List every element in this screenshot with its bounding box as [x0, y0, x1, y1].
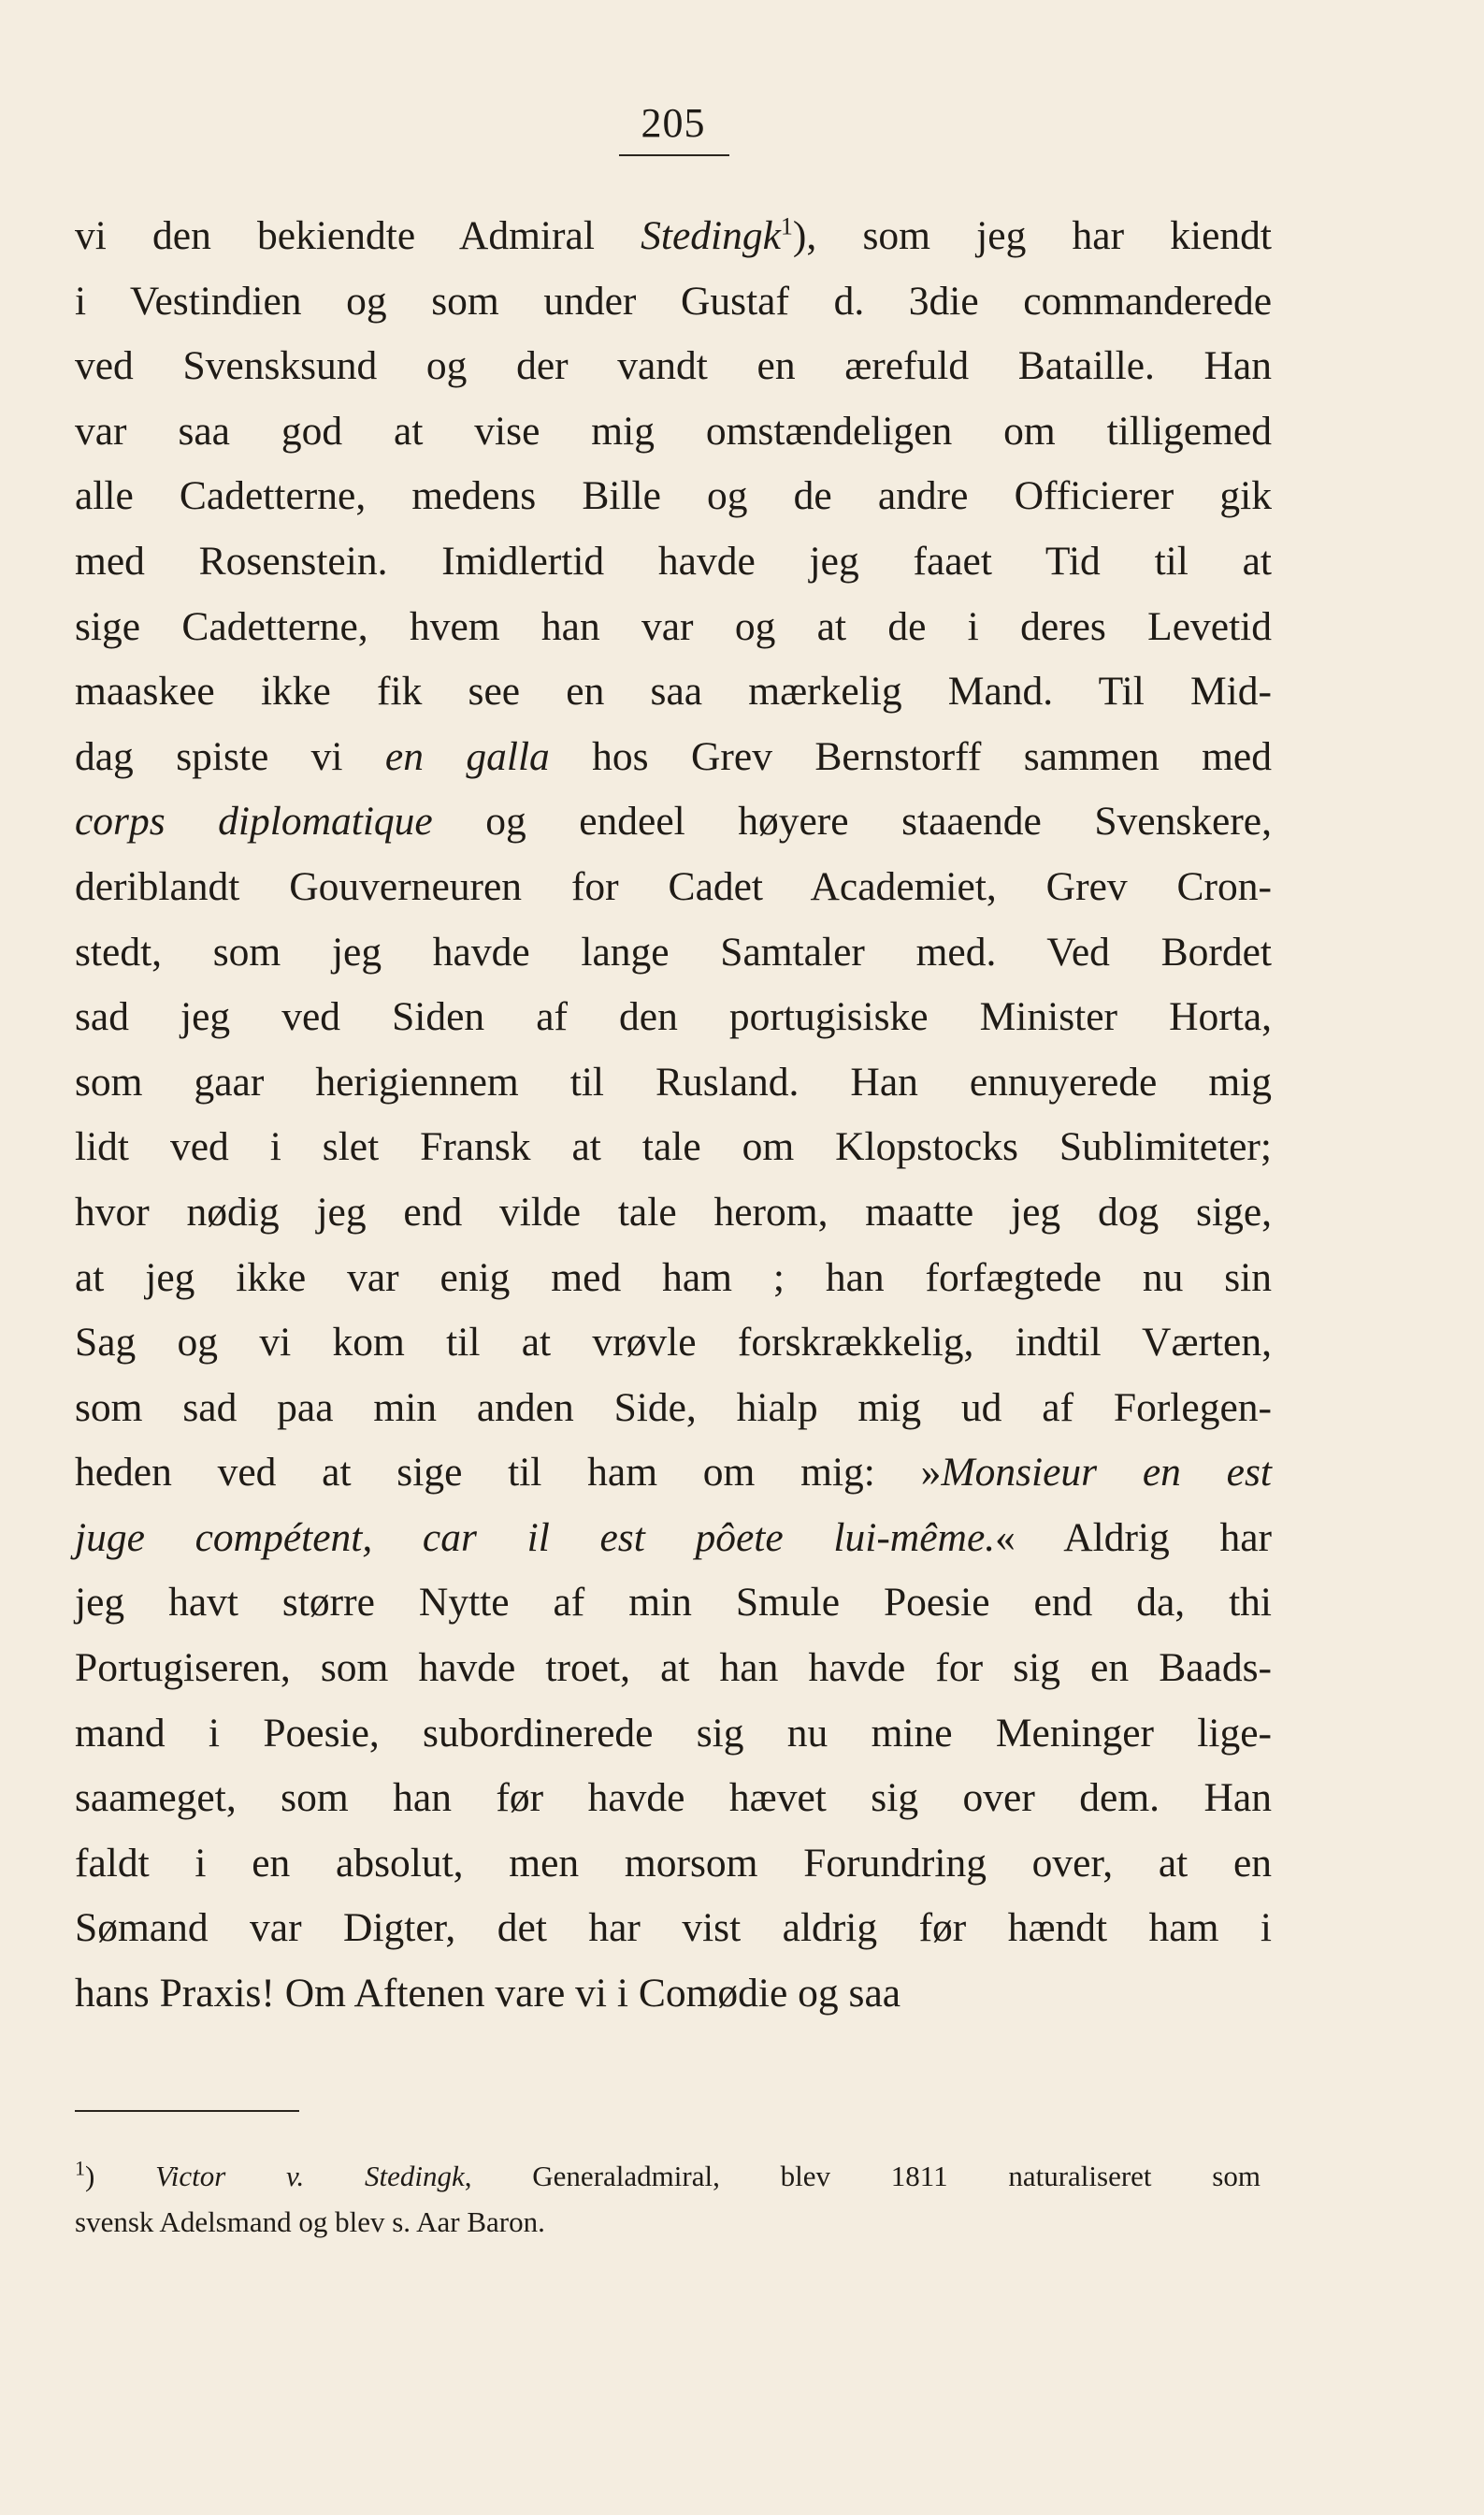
- text-segment: mand i Poesie, subordinerede sig nu mine Meninger lige-: [75, 1710, 1272, 1756]
- text-line: [75, 204, 1272, 269]
- text-line: [75, 1440, 1272, 1506]
- text-line: [75, 1506, 1272, 1571]
- text-line: [75, 1570, 1272, 1636]
- text-segment: Portugiseren, som havde troet, at han havde for sig en Baads-: [75, 1645, 1272, 1691]
- footnote-segment: svensk Adelsmand og blev s. Aar Baron.: [75, 2205, 545, 2238]
- text-segment: med Rosenstein. Imidlertid havde jeg faaet Tid til at: [75, 538, 1272, 584]
- text-segment: alle Cadetterne, medens Bille og de andre Officierer gik: [75, 473, 1272, 519]
- text-segment: ), som jeg har kiendt: [792, 213, 1272, 258]
- text-segment: at jeg ikke var enig med ham ; han forfægtede nu sin: [75, 1254, 1272, 1300]
- text-segment: hvor nødig jeg end vilde tale herom, maatte jeg dog sige,: [75, 1189, 1272, 1235]
- footnote-reference: 1: [780, 212, 793, 240]
- text-line: [75, 1180, 1272, 1246]
- text-segment: stedt, som jeg havde lange Samtaler med. Ved Bordet: [75, 929, 1272, 975]
- text-segment: og endeel høyere staaende Svenskere,: [432, 799, 1272, 845]
- text-line: [75, 334, 1272, 399]
- footnote-rule: [75, 2110, 299, 2112]
- footnote-segment: ): [85, 2160, 156, 2192]
- text-segment: deriblandt Gouverneuren for Cadet Academiet, Grev Cron-: [75, 863, 1272, 909]
- footnote-line: [75, 2153, 1261, 2199]
- body-text: [75, 204, 1272, 2027]
- text-segment: « Aldrig har: [995, 1514, 1273, 1560]
- text-segment: vi den bekiendte Admiral: [75, 213, 641, 258]
- text-segment: Stedingk: [641, 213, 781, 258]
- text-segment: sad jeg ved Siden af den portugisiske Minister Horta,: [75, 994, 1272, 1040]
- text-line: [75, 725, 1272, 790]
- text-segment: lidt ved i slet Fransk at tale om Klopstocks Sublimiteter;: [75, 1124, 1272, 1170]
- text-segment: hans Praxis! Om Aftenen vare vi i Comødie og saa: [75, 1971, 901, 2016]
- text-segment: i Vestindien og som under Gustaf d. 3die commanderede: [75, 278, 1272, 324]
- text-line: [75, 1246, 1272, 1311]
- text-line: [75, 529, 1272, 595]
- text-segment: Sømand var Digter, det har vist aldrig før hændt ham i: [75, 1905, 1272, 1951]
- text-line: [75, 855, 1272, 920]
- text-line: [75, 789, 1272, 855]
- text-segment: maaskee ikke fik see en saa mærkelig Mand. Til Mid-: [75, 669, 1272, 715]
- text-line: [75, 1961, 1272, 2027]
- text-segment: var saa god at vise mig omstændeligen om tilligemed: [75, 408, 1272, 454]
- text-segment: som sad paa min anden Side, hialp mig ud af Forlegen-: [75, 1384, 1272, 1430]
- text-segment: Monsieur en est: [941, 1450, 1272, 1496]
- text-line: [75, 595, 1272, 660]
- text-line: [75, 920, 1272, 986]
- footnote-line: [75, 2199, 1261, 2245]
- text-segment: som gaar herigiennem til Rusland. Han ennuyerede mig: [75, 1059, 1272, 1105]
- text-segment: jeg havt større Nytte af min Smule Poesie end da, thi: [75, 1580, 1272, 1626]
- text-segment: ved Svensksund og der vandt en ærefuld Bataille. Han: [75, 343, 1272, 389]
- footnote-segment: Victor v. Stedingk: [155, 2160, 465, 2192]
- text-line: [75, 1636, 1272, 1701]
- text-line: [75, 1376, 1272, 1441]
- text-segment: heden ved at sige til ham om mig: »: [75, 1450, 942, 1496]
- page-number-rule: [619, 154, 729, 156]
- text-line: [75, 1310, 1272, 1376]
- text-segment: Sag og vi kom til at vrøvle forskrækkelig, indtil Værten,: [75, 1320, 1272, 1366]
- text-segment: dag spiste vi: [75, 733, 385, 779]
- footnote-marker: 1: [75, 2156, 85, 2180]
- text-segment: juge compétent, car il est pôete lui-même.: [75, 1514, 996, 1560]
- text-segment: saameget, som han før havde hævet sig over dem. Han: [75, 1775, 1272, 1821]
- text-segment: sige Cadetterne, hvem han var og at de i deres Levetid: [75, 603, 1272, 649]
- text-segment: faldt i en absolut, men morsom Forundring over, at en: [75, 1840, 1272, 1886]
- text-line: [75, 269, 1272, 335]
- text-line: [75, 1896, 1272, 1961]
- page-number: 205: [641, 100, 706, 146]
- text-line: [75, 1115, 1272, 1180]
- text-segment: corps diplomatique: [75, 799, 433, 845]
- text-line: [75, 1766, 1272, 1831]
- text-line: [75, 1831, 1272, 1897]
- text-line: [75, 399, 1272, 465]
- text-segment: hos Grev Bernstorff sammen med: [549, 733, 1272, 779]
- footnote: [75, 2153, 1261, 2245]
- text-segment: en galla: [384, 733, 550, 779]
- text-line: [75, 1050, 1272, 1116]
- text-line: [75, 659, 1272, 725]
- text-line: [75, 1701, 1272, 1767]
- text-line: [75, 985, 1272, 1050]
- footnote-segment: , Generaladmiral, blev 1811 naturaliseret som: [464, 2160, 1261, 2192]
- text-line: [75, 464, 1272, 529]
